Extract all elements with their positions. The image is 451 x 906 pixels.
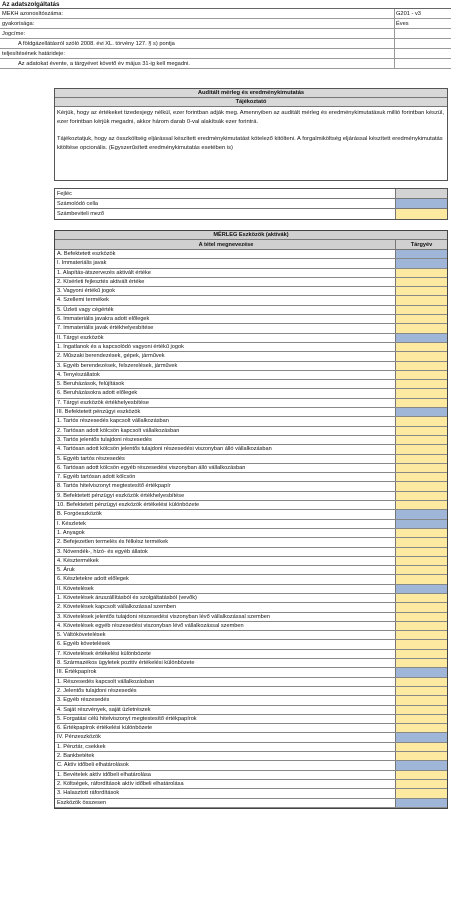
table-row bbox=[55, 566, 447, 575]
row-label: B. Forgóeszközök bbox=[57, 511, 102, 518]
input-cell[interactable] bbox=[395, 724, 447, 732]
computed-cell bbox=[395, 250, 447, 258]
legend-row-header bbox=[55, 189, 447, 199]
header-row-label: MEKH azonosítószáma: bbox=[2, 11, 64, 17]
input-cell[interactable] bbox=[395, 445, 447, 453]
row-label: 1. Anyagok bbox=[57, 529, 85, 536]
row-label: 2. Költségek, ráfordítások aktív időbeli elhatárolása bbox=[57, 780, 184, 787]
table-row bbox=[55, 761, 447, 770]
input-cell[interactable] bbox=[395, 389, 447, 397]
table-row bbox=[55, 603, 447, 612]
table-row bbox=[55, 278, 447, 287]
input-cell[interactable] bbox=[395, 362, 447, 370]
input-cell[interactable] bbox=[395, 706, 447, 714]
row-label: 10. Befektetett pénzügyi eszközök értékelési különbözete bbox=[57, 502, 200, 509]
header-row bbox=[0, 9, 451, 19]
header-row bbox=[0, 49, 451, 59]
row-label: 4. Tenyészállatok bbox=[57, 371, 100, 378]
header-row-label: A földgázellátásról szóló 2008. évi XL. törvény 127. § s) pontja bbox=[18, 41, 175, 47]
table-row bbox=[55, 306, 447, 315]
input-cell[interactable] bbox=[395, 640, 447, 648]
column-header-item: A tétel megnevezése bbox=[198, 242, 254, 248]
computed-cell bbox=[395, 761, 447, 769]
table-row bbox=[55, 613, 447, 622]
legend-swatch bbox=[395, 209, 447, 219]
input-cell[interactable] bbox=[395, 631, 447, 639]
row-label: 4. Késztermékek bbox=[57, 557, 99, 564]
computed-cell bbox=[395, 334, 447, 342]
table-row bbox=[55, 259, 447, 268]
header-row-label: Az adatokat évente, a tárgyévet követő év május 31-ig kell megadni. bbox=[18, 61, 190, 67]
table-row bbox=[55, 724, 447, 733]
table-row bbox=[55, 668, 447, 677]
input-cell[interactable] bbox=[395, 278, 447, 286]
input-cell[interactable] bbox=[395, 696, 447, 704]
column-divider bbox=[394, 59, 395, 68]
table-row bbox=[55, 296, 447, 305]
table-row bbox=[55, 687, 447, 696]
table-row bbox=[55, 427, 447, 436]
row-label: III. Befektetett pénzügyi eszközök bbox=[57, 409, 141, 416]
row-label: III. Értékpapírok bbox=[57, 669, 97, 676]
input-cell[interactable] bbox=[395, 399, 447, 407]
row-label: 8. Tartós hitelviszonyt megtestesítő értékpapír bbox=[57, 483, 171, 490]
table-row bbox=[55, 715, 447, 724]
computed-cell bbox=[395, 668, 447, 676]
computed-cell bbox=[395, 259, 447, 267]
row-label: IV. Pénzeszközök bbox=[57, 734, 101, 741]
row-label: I. Készletek bbox=[57, 520, 86, 527]
row-label: 6. Beruházásokra adott előlegek bbox=[57, 390, 138, 397]
row-label: 4. Szellemi termékek bbox=[57, 297, 109, 304]
row-label: 5. Váltókövetelések bbox=[57, 632, 106, 639]
row-label: 7. Egyéb tartósan adott kölcsön bbox=[57, 474, 136, 481]
table-row bbox=[55, 399, 447, 408]
legend-swatch bbox=[395, 199, 447, 208]
table-row bbox=[55, 352, 447, 361]
computed-cell bbox=[395, 799, 447, 807]
table-row bbox=[55, 529, 447, 538]
legend bbox=[54, 188, 448, 220]
row-label: 3. Követelések jelentős tulajdoni részesedési viszonyban lévő vállalkozással szemben bbox=[57, 613, 270, 620]
table-row bbox=[55, 575, 447, 584]
table-row bbox=[55, 501, 447, 510]
row-label: 6. Tartósan adott kölcsön egyéb részesedési viszonyban álló vállalkozásban bbox=[57, 464, 246, 471]
table-row bbox=[55, 445, 447, 454]
input-cell[interactable] bbox=[395, 650, 447, 658]
table-row bbox=[55, 250, 447, 259]
input-cell[interactable] bbox=[395, 482, 447, 490]
input-cell[interactable] bbox=[395, 678, 447, 686]
input-cell[interactable] bbox=[395, 436, 447, 444]
table-row bbox=[55, 631, 447, 640]
table-row bbox=[55, 585, 447, 594]
table-row bbox=[55, 269, 447, 278]
legend-label: Számbeviteli mező bbox=[57, 211, 104, 217]
input-cell[interactable] bbox=[395, 324, 447, 332]
computed-cell bbox=[395, 733, 447, 741]
row-label: 1. Bevételek aktív időbeli elhatárolása bbox=[57, 771, 151, 778]
row-label: 7. Immateriális javak értékhelyesbítése bbox=[57, 325, 154, 332]
input-cell[interactable] bbox=[395, 752, 447, 760]
row-label: 1. Követelések áruszállításból és szolgáltatásból (vevők) bbox=[57, 594, 197, 601]
info-box bbox=[54, 88, 448, 181]
input-cell[interactable] bbox=[395, 557, 447, 565]
row-label: 5. Forgatási célú hitelviszonyt megtestesítő értékpapírok bbox=[57, 715, 197, 722]
input-cell[interactable] bbox=[395, 427, 447, 435]
legend-row-computed bbox=[55, 199, 447, 209]
computed-cell bbox=[395, 520, 447, 528]
input-cell[interactable] bbox=[395, 501, 447, 509]
info-paragraph-1: Kérjük, hogy az értékeket tizedesjegy nélkül, ezer forintban adják meg. Amennyiben az auditált mérleg és eredménykimutatásuk millió forintban készül, ezer forintban kérjük megadni, akkor három darab 0-val alakítsák ezer forintrá. bbox=[57, 110, 444, 125]
row-label: 1. Ingatlanok és a kapcsolódó vagyoni értékű jogok bbox=[57, 343, 184, 350]
row-label: 6. Értékpapírok értékelési különbözete bbox=[57, 725, 153, 732]
column-divider bbox=[394, 29, 395, 38]
input-cell[interactable] bbox=[395, 789, 447, 797]
header-row-value: Éves bbox=[396, 21, 409, 27]
row-label: II. Követelések bbox=[57, 585, 94, 592]
table-title: MÉRLEG Eszközök (aktívák) bbox=[55, 231, 447, 240]
row-label: 3. Vagyoni értékű jogok bbox=[57, 288, 116, 295]
table-row bbox=[55, 436, 447, 445]
row-label: 1. Tartós részesedés kapcsolt vállalkozásban bbox=[57, 418, 169, 425]
input-cell[interactable] bbox=[395, 306, 447, 314]
row-label: I. Immateriális javak bbox=[57, 260, 107, 267]
input-cell[interactable] bbox=[395, 343, 447, 351]
legend-row-input bbox=[55, 209, 447, 219]
row-label: 3. Egyéb berendezések, felszerelések, járművek bbox=[57, 362, 178, 369]
row-label: 6. Egyéb követelések bbox=[57, 641, 111, 648]
table-row bbox=[55, 492, 447, 501]
computed-cell bbox=[395, 510, 447, 518]
input-cell[interactable] bbox=[395, 622, 447, 630]
row-label: 2. Követelések kapcsolt vállalkozással szemben bbox=[57, 604, 177, 611]
table-row bbox=[55, 799, 447, 808]
input-cell[interactable] bbox=[395, 687, 447, 695]
row-label: 5. Egyéb tartós részesedés bbox=[57, 455, 125, 462]
table-row bbox=[55, 455, 447, 464]
row-label: 2. Bankbetétek bbox=[57, 753, 95, 760]
row-label: 4. Tartósan adott kölcsön jelentős tulajdoni részesedési viszonyban álló vállalkozásban bbox=[57, 446, 272, 453]
table-row bbox=[55, 752, 447, 761]
row-label: 7. Tárgyi eszközök értékhelyesbítése bbox=[57, 399, 149, 406]
table-row bbox=[55, 650, 447, 659]
table-row bbox=[55, 389, 447, 398]
row-label: 6. Immateriális javakra adott előlegek bbox=[57, 316, 150, 323]
table-row bbox=[55, 473, 447, 482]
table-row bbox=[55, 548, 447, 557]
table-row bbox=[55, 743, 447, 752]
legend-swatch bbox=[395, 189, 447, 198]
table-row bbox=[55, 482, 447, 491]
table-row bbox=[55, 315, 447, 324]
row-label: 5. Áruk bbox=[57, 567, 75, 574]
table-row bbox=[55, 417, 447, 426]
input-cell[interactable] bbox=[395, 473, 447, 481]
row-label: 3. Növendék-, hízó- és egyéb állatok bbox=[57, 548, 148, 555]
table-row bbox=[55, 696, 447, 705]
header-row bbox=[0, 59, 451, 69]
table-row bbox=[55, 334, 447, 343]
column-divider bbox=[394, 9, 395, 18]
table-row bbox=[55, 371, 447, 380]
table-row bbox=[55, 380, 447, 389]
table-row bbox=[55, 538, 447, 547]
row-label: 5. Üzleti vagy cégérték bbox=[57, 306, 114, 313]
input-cell[interactable] bbox=[395, 352, 447, 360]
header-row bbox=[0, 19, 451, 29]
input-cell[interactable] bbox=[395, 613, 447, 621]
input-cell[interactable] bbox=[395, 715, 447, 723]
row-label: 1. Részesedés kapcsolt vállalkozásban bbox=[57, 678, 155, 685]
table-row bbox=[55, 789, 447, 798]
input-cell[interactable] bbox=[395, 771, 447, 779]
table-row bbox=[55, 622, 447, 631]
row-label: 3. Tartós jelentős tulajdoni részesedés bbox=[57, 436, 152, 443]
input-cell[interactable] bbox=[395, 566, 447, 574]
input-cell[interactable] bbox=[395, 575, 447, 583]
table-row bbox=[55, 659, 447, 668]
table-row bbox=[55, 343, 447, 352]
header-row-label: gyakorisága: bbox=[2, 21, 35, 27]
input-cell[interactable] bbox=[395, 296, 447, 304]
table-row bbox=[55, 362, 447, 371]
row-label: 8. Származékos ügyletek pozitív értékelési különbözete bbox=[57, 660, 195, 667]
table-row bbox=[55, 678, 447, 687]
row-label: C. Aktív időbeli elhatárolások bbox=[57, 762, 129, 769]
header-row-label: Jogcíme: bbox=[2, 31, 26, 37]
input-cell[interactable] bbox=[395, 455, 447, 463]
table-row bbox=[55, 771, 447, 780]
input-cell[interactable] bbox=[395, 492, 447, 500]
input-cell[interactable] bbox=[395, 780, 447, 788]
table-row bbox=[55, 780, 447, 789]
table-row bbox=[55, 520, 447, 529]
row-label: 2. Jelentős tulajdoni részesedés bbox=[57, 687, 137, 694]
info-subtitle: Tájékoztató bbox=[55, 98, 447, 107]
row-label: 5. Beruházások, felújítások bbox=[57, 381, 125, 388]
header-row-label: teljesítésének határideje: bbox=[2, 51, 65, 57]
legend-label: Számolódó cella bbox=[57, 201, 99, 207]
row-label: 3. Egyéb részesedés bbox=[57, 697, 110, 704]
input-cell[interactable] bbox=[395, 380, 447, 388]
table-row bbox=[55, 408, 447, 417]
table-row bbox=[55, 287, 447, 296]
row-label: 7. Követelések értékelési különbözete bbox=[57, 650, 151, 657]
table-row bbox=[55, 733, 447, 742]
table-row bbox=[55, 464, 447, 473]
header-row bbox=[0, 39, 451, 49]
input-cell[interactable] bbox=[395, 548, 447, 556]
row-label: 2. Kísérleti fejlesztés aktivált értéke bbox=[57, 278, 145, 285]
row-label: 1. Alapítás-átszervezés aktivált értéke bbox=[57, 269, 151, 276]
row-label: 2. Tartósan adott kölcsön kapcsolt vállalkozásban bbox=[57, 427, 180, 434]
column-divider bbox=[394, 39, 395, 48]
row-label: 2. Befejezetlen termelés és félkész termékek bbox=[57, 539, 168, 546]
row-label: 9. Befektetett pénzügyi eszközök értékhelyesbítése bbox=[57, 492, 185, 499]
input-cell[interactable] bbox=[395, 603, 447, 611]
input-cell[interactable] bbox=[395, 529, 447, 537]
input-cell[interactable] bbox=[395, 743, 447, 751]
input-cell[interactable] bbox=[395, 269, 447, 277]
table-row bbox=[55, 510, 447, 519]
table-row bbox=[55, 557, 447, 566]
table-body bbox=[55, 250, 447, 808]
column-header-year: Tárgyév bbox=[395, 240, 447, 249]
column-divider bbox=[394, 19, 395, 28]
row-label: 4. Követelések egyéb részesedési viszonyban lévő vállalkozással szemben bbox=[57, 622, 244, 629]
header-row bbox=[0, 29, 451, 39]
row-label: 2. Műszaki berendezések, gépek, járművek bbox=[57, 353, 165, 360]
table-row bbox=[55, 324, 447, 333]
table-row bbox=[55, 640, 447, 649]
input-cell[interactable] bbox=[395, 371, 447, 379]
row-label: 3. Halasztott ráfordítások bbox=[57, 790, 120, 797]
header-title: Az adatszolgáltatás bbox=[0, 0, 451, 9]
input-cell[interactable] bbox=[395, 315, 447, 323]
row-label: II. Tárgyi eszközök bbox=[57, 334, 104, 341]
table-row bbox=[55, 706, 447, 715]
table-header-row bbox=[55, 240, 447, 250]
legend-label: Fejléc bbox=[57, 191, 72, 197]
row-label: 4. Saját részvények, saját üzletrészek bbox=[57, 706, 151, 713]
computed-cell bbox=[395, 585, 447, 593]
row-label: Eszközök összesen bbox=[57, 799, 107, 806]
row-label: A. Befektetett eszközök bbox=[57, 251, 116, 257]
input-cell[interactable] bbox=[395, 594, 447, 602]
header-row-value: G201 - v3 bbox=[396, 11, 421, 17]
input-cell[interactable] bbox=[395, 287, 447, 295]
row-label: 1. Pénztár, csekkek bbox=[57, 743, 106, 750]
balance-sheet-table bbox=[54, 230, 448, 809]
row-label: 6. Készletekre adott előlegek bbox=[57, 576, 129, 583]
computed-cell bbox=[395, 408, 447, 416]
column-divider bbox=[394, 49, 395, 58]
input-cell[interactable] bbox=[395, 417, 447, 425]
input-cell[interactable] bbox=[395, 538, 447, 546]
input-cell[interactable] bbox=[395, 464, 447, 472]
info-paragraph-2: Tájékoztatjuk, hogy az összköltség eljárással készített eredménykimutatást kötelező kitölteni. A forgalmiköltség eljárással készített eredménykimutatás kitöltése opcionális. (Egyszerűsített eredménykimutatás esetében is) bbox=[57, 136, 443, 151]
table-row bbox=[55, 594, 447, 603]
info-title: Auditált mérleg és eredménykimutatás bbox=[55, 89, 447, 98]
input-cell[interactable] bbox=[395, 659, 447, 667]
